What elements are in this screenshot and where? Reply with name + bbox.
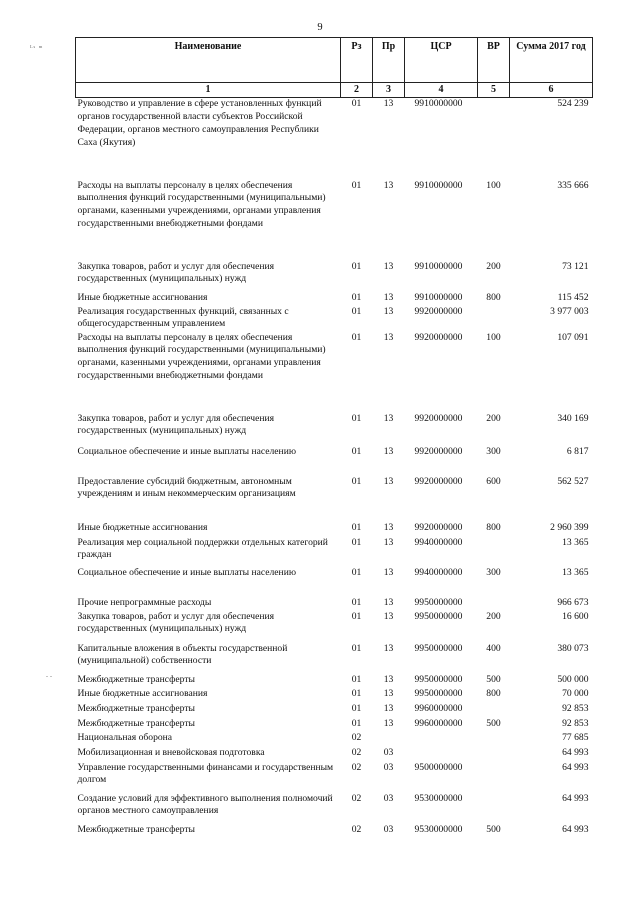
row-rz: 01 bbox=[351, 521, 362, 533]
row-vr: 200 bbox=[486, 412, 501, 424]
row-csr: 9960000000 bbox=[414, 717, 463, 729]
row-rz: 01 bbox=[351, 566, 362, 578]
column-number: 2 bbox=[341, 83, 373, 98]
row-sum: 92 853 bbox=[562, 702, 589, 714]
row-sum: 13 365 bbox=[562, 566, 589, 578]
header-name: Наименование bbox=[76, 38, 341, 83]
row-csr: 9910000000 bbox=[414, 179, 463, 191]
row-sum: 107 091 bbox=[557, 331, 589, 343]
row-sum: 13 365 bbox=[562, 536, 589, 548]
row-pr bbox=[373, 732, 405, 747]
row-name: Закупка товаров, работ и услуг для обеспечения государственных (муниципальных) нужд bbox=[77, 412, 275, 437]
row-vr bbox=[478, 703, 510, 718]
row-vr: 100 bbox=[486, 331, 501, 343]
row-sum: 115 452 bbox=[557, 291, 589, 303]
row-csr: 9920000000 bbox=[414, 412, 463, 424]
row-sum: 16 600 bbox=[562, 610, 589, 622]
row-csr bbox=[405, 732, 478, 747]
row-csr: 9920000000 bbox=[414, 475, 463, 487]
column-number-row bbox=[76, 83, 593, 98]
row-rz: 02 bbox=[351, 731, 362, 743]
header-sum: Сумма 2017 год bbox=[510, 38, 593, 83]
table-row bbox=[76, 611, 593, 643]
margin-dots: . . bbox=[46, 670, 52, 679]
page-number: 9 bbox=[317, 22, 323, 33]
row-name: Национальная оборона bbox=[77, 731, 173, 743]
row-name: Расходы на выплаты персоналу в целях обеспечения выполнения функций государственными (муниципальными) органами, казенными учреждениями, органами управления государственными внебюджетными фондами bbox=[77, 179, 326, 230]
row-sum: 3 977 003 bbox=[550, 305, 589, 317]
table-row bbox=[76, 688, 593, 703]
row-pr: 13 bbox=[383, 331, 394, 343]
row-csr: 9950000000 bbox=[414, 673, 463, 685]
column-number: 4 bbox=[405, 83, 478, 98]
table-row bbox=[76, 413, 593, 446]
row-name: Создание условий для эффективного выполнения полномочий органов местного самоуправления bbox=[77, 792, 333, 817]
row-csr bbox=[405, 747, 478, 762]
row-sum: 340 169 bbox=[557, 412, 589, 424]
row-rz: 02 bbox=[351, 823, 362, 835]
row-csr: 9910000000 bbox=[414, 98, 463, 109]
row-sum: 500 000 bbox=[557, 673, 589, 685]
header-vr: ВР bbox=[478, 38, 510, 83]
table-row bbox=[76, 446, 593, 476]
row-rz: 01 bbox=[351, 702, 362, 714]
table-row bbox=[76, 476, 593, 522]
row-vr: 800 bbox=[486, 291, 501, 303]
row-name: Межбюджетные трансферты bbox=[77, 823, 195, 835]
table-row bbox=[76, 762, 593, 793]
row-sum: 562 527 bbox=[557, 475, 589, 487]
header-csr: ЦСР bbox=[405, 38, 478, 83]
row-vr bbox=[478, 98, 510, 180]
row-sum: 70 000 bbox=[562, 687, 589, 699]
row-csr: 9950000000 bbox=[414, 687, 463, 699]
row-sum: 524 239 bbox=[557, 98, 589, 109]
row-pr: 13 bbox=[383, 717, 394, 729]
row-csr: 9940000000 bbox=[414, 566, 463, 578]
row-sum: 2 960 399 bbox=[550, 521, 589, 533]
row-csr: 9960000000 bbox=[414, 702, 463, 714]
row-vr: 500 bbox=[486, 673, 501, 685]
header-row bbox=[76, 38, 593, 83]
row-rz: 01 bbox=[351, 179, 362, 191]
row-pr: 13 bbox=[383, 305, 394, 317]
row-vr: 500 bbox=[486, 717, 501, 729]
row-sum: 64 993 bbox=[562, 823, 589, 835]
row-csr: 9950000000 bbox=[414, 642, 463, 654]
budget-table bbox=[75, 37, 593, 839]
row-vr bbox=[478, 762, 510, 793]
row-csr: 9950000000 bbox=[414, 596, 463, 608]
row-pr: 13 bbox=[383, 445, 394, 457]
row-vr: 800 bbox=[486, 521, 501, 533]
row-pr: 13 bbox=[383, 536, 394, 548]
table-row bbox=[76, 718, 593, 732]
row-sum: 73 121 bbox=[562, 260, 589, 272]
row-vr: 800 bbox=[486, 687, 501, 699]
row-vr: 200 bbox=[486, 260, 501, 272]
row-vr: 400 bbox=[486, 642, 501, 654]
table-row bbox=[76, 180, 593, 261]
row-sum: 380 073 bbox=[557, 642, 589, 654]
row-csr: 9920000000 bbox=[414, 331, 463, 343]
row-vr bbox=[478, 747, 510, 762]
row-pr: 13 bbox=[383, 687, 394, 699]
table-row bbox=[76, 643, 593, 674]
table-row bbox=[76, 332, 593, 413]
row-name: Иные бюджетные ассигнования bbox=[77, 291, 208, 303]
row-name: Межбюджетные трансферты bbox=[77, 702, 195, 714]
row-vr: 100 bbox=[486, 179, 501, 191]
row-sum: 77 685 bbox=[562, 731, 589, 743]
row-csr: 9920000000 bbox=[414, 521, 463, 533]
table-row bbox=[76, 261, 593, 292]
row-rz: 01 bbox=[351, 536, 362, 548]
table-row bbox=[76, 674, 593, 688]
row-vr: 300 bbox=[486, 566, 501, 578]
row-name: Социальное обеспечение и иные выплаты населению bbox=[77, 566, 296, 578]
row-vr bbox=[478, 597, 510, 611]
row-vr bbox=[478, 537, 510, 567]
row-pr: 13 bbox=[383, 260, 394, 272]
column-number: 3 bbox=[373, 83, 405, 98]
row-csr: 9920000000 bbox=[414, 305, 463, 317]
row-pr: 03 bbox=[383, 746, 394, 758]
row-name: Руководство и управление в сфере установленных функций органов государственной власти субъектов Российской Федерации, органов местного самоуправления Республики Саха (Якутия) bbox=[77, 98, 322, 148]
table-row bbox=[76, 747, 593, 762]
row-name: Межбюджетные трансферты bbox=[77, 717, 195, 729]
row-name: Закупка товаров, работ и услуг для обеспечения государственных (муниципальных) нужд bbox=[77, 610, 275, 635]
row-name: Расходы на выплаты персоналу в целях обеспечения выполнения функций государственными (муниципальными) органами, казенными учреждениями, органами управления государственными внебюджетными фондами bbox=[77, 331, 326, 382]
table-row bbox=[76, 292, 593, 306]
row-sum: 335 666 bbox=[557, 179, 589, 191]
row-csr: 9910000000 bbox=[414, 291, 463, 303]
row-vr: 200 bbox=[486, 610, 501, 622]
row-pr: 13 bbox=[383, 412, 394, 424]
table-row bbox=[76, 793, 593, 824]
row-name: Мобилизационная и вневойсковая подготовка bbox=[77, 746, 265, 758]
row-name: Реализация государственных функций, связанных с общегосударственным управлением bbox=[77, 305, 289, 330]
table-row bbox=[76, 824, 593, 839]
row-pr: 13 bbox=[383, 702, 394, 714]
row-sum: 6 817 bbox=[566, 445, 589, 457]
header-rz: Рз bbox=[341, 38, 373, 83]
row-pr: 13 bbox=[383, 566, 394, 578]
row-name: Реализация мер социальной поддержки отдельных категорий граждан bbox=[77, 536, 328, 561]
table-row bbox=[76, 703, 593, 718]
table-row bbox=[76, 522, 593, 537]
row-name: Предоставление субсидий бюджетным, автономным учреждениям и иным некоммерческим организациям bbox=[77, 475, 296, 500]
column-number: 5 bbox=[478, 83, 510, 98]
row-vr bbox=[478, 732, 510, 747]
row-sum: 64 993 bbox=[562, 792, 589, 804]
row-pr: 03 bbox=[383, 792, 394, 804]
row-csr: 9920000000 bbox=[414, 445, 463, 457]
row-pr: 13 bbox=[383, 98, 394, 109]
row-name: Межбюджетные трансферты bbox=[77, 673, 195, 685]
row-csr: 9910000000 bbox=[414, 260, 463, 272]
row-vr: 500 bbox=[486, 823, 501, 835]
row-pr: 03 bbox=[383, 761, 394, 773]
row-name: Социальное обеспечение и иные выплаты населению bbox=[77, 445, 296, 457]
column-number: 1 bbox=[76, 83, 341, 98]
row-rz: 02 bbox=[351, 761, 362, 773]
row-name: Управление государственными финансами и государственным долгом bbox=[77, 761, 334, 786]
row-vr bbox=[478, 793, 510, 824]
row-rz: 01 bbox=[351, 445, 362, 457]
row-rz: 01 bbox=[351, 717, 362, 729]
row-pr: 13 bbox=[383, 179, 394, 191]
row-name: Иные бюджетные ассигнования bbox=[77, 521, 208, 533]
row-pr: 13 bbox=[383, 596, 394, 608]
row-rz: 01 bbox=[351, 305, 362, 317]
row-vr: 300 bbox=[486, 445, 501, 457]
table-row bbox=[76, 732, 593, 747]
table-row bbox=[76, 98, 593, 180]
row-rz: 01 bbox=[351, 260, 362, 272]
table-row bbox=[76, 567, 593, 597]
table-header bbox=[76, 38, 593, 98]
table-row bbox=[76, 537, 593, 567]
row-rz: 01 bbox=[351, 673, 362, 685]
row-csr: 9940000000 bbox=[414, 536, 463, 548]
row-sum: 64 993 bbox=[562, 761, 589, 773]
row-pr: 13 bbox=[383, 521, 394, 533]
row-vr bbox=[478, 306, 510, 332]
row-csr: 9530000000 bbox=[414, 792, 463, 804]
row-sum: 64 993 bbox=[562, 746, 589, 758]
row-rz: 02 bbox=[351, 792, 362, 804]
row-rz: 01 bbox=[351, 687, 362, 699]
row-rz: 01 bbox=[351, 610, 362, 622]
row-rz: 01 bbox=[351, 331, 362, 343]
row-sum: 92 853 bbox=[562, 717, 589, 729]
row-rz: 01 bbox=[351, 642, 362, 654]
row-pr: 13 bbox=[383, 610, 394, 622]
row-rz: 01 bbox=[351, 291, 362, 303]
row-name: Иные бюджетные ассигнования bbox=[77, 687, 208, 699]
row-csr: 9950000000 bbox=[414, 610, 463, 622]
row-name: Закупка товаров, работ и услуг для обеспечения государственных (муниципальных) нужд bbox=[77, 260, 275, 285]
row-rz: 01 bbox=[351, 412, 362, 424]
row-rz: 01 bbox=[351, 98, 362, 109]
header-pr: Пр bbox=[373, 38, 405, 83]
column-number: 6 bbox=[510, 83, 593, 98]
row-pr: 13 bbox=[383, 642, 394, 654]
row-rz: 01 bbox=[351, 596, 362, 608]
table-row bbox=[76, 597, 593, 611]
row-vr: 600 bbox=[486, 475, 501, 487]
row-rz: 02 bbox=[351, 746, 362, 758]
table-row bbox=[76, 306, 593, 332]
row-csr: 9500000000 bbox=[414, 761, 463, 773]
row-pr: 13 bbox=[383, 291, 394, 303]
row-pr: 13 bbox=[383, 475, 394, 487]
row-name: Прочие непрограммные расходы bbox=[77, 596, 212, 608]
row-pr: 03 bbox=[383, 823, 394, 835]
row-sum: 966 673 bbox=[557, 596, 589, 608]
row-csr: 9530000000 bbox=[414, 823, 463, 835]
row-rz: 01 bbox=[351, 475, 362, 487]
table-body bbox=[76, 98, 593, 839]
row-name: Капитальные вложения в объекты государственной (муниципальной) собственности bbox=[77, 642, 288, 667]
row-pr: 13 bbox=[383, 673, 394, 685]
margin-mark: ᴸˢ ᵐ bbox=[30, 44, 44, 52]
